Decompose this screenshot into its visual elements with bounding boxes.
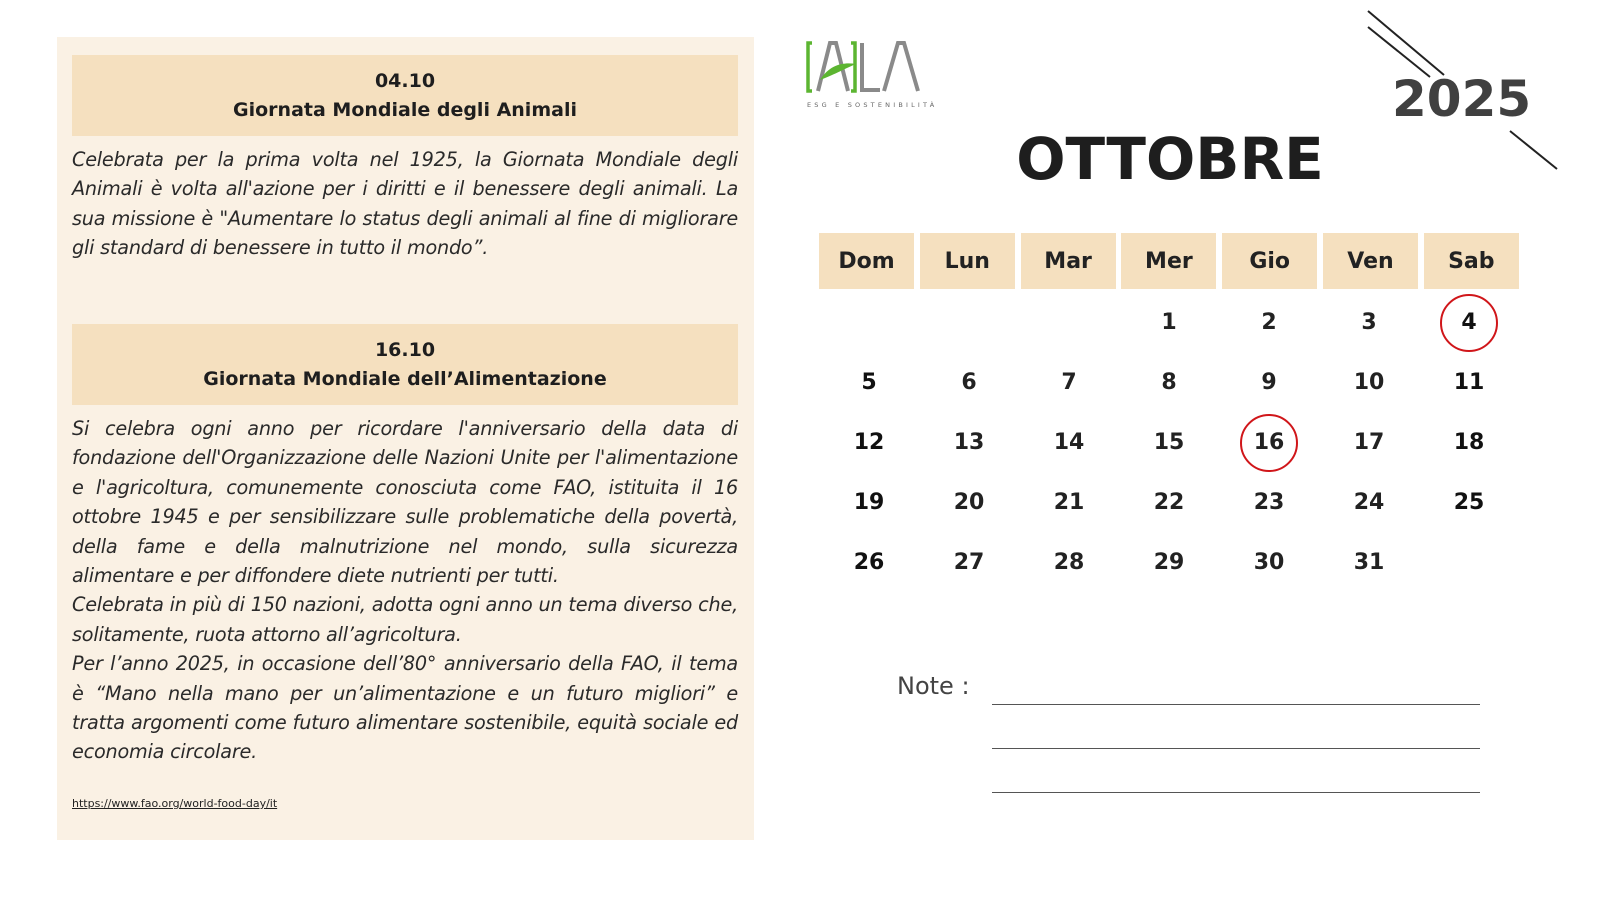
calendar-day[interactable]: 8 xyxy=(1161,370,1177,395)
calendar-day[interactable]: 14 xyxy=(1053,430,1085,455)
paragraph: Per l’anno 2025, in occasione dell’80° anniversario della FAO, il tema è “Mano nella mano per un’alimentazione e un futuro migliori” e tratta argomenti come futuro alimentare sostenibile, equità sociale ed economia circolare. xyxy=(72,652,738,764)
paragraph: Si celebra ogni anno per ricordare l'anniversario della data di fondazione dell'Organizzazione delle Nazioni Unite per l'alimentazione e l'agricoltura, comunemente conosciuta come FAO, istituita il 16 ottobre 1945 e per sensibilizzare sulle problematiche della povertà, della fame e della malnutrizione nel mondo, sulla sicurezza alimentare e per diffondere diete nutrienti per tutti. xyxy=(72,417,738,588)
calendar-day[interactable]: 28 xyxy=(1053,550,1085,575)
calendar-day[interactable]: 6 xyxy=(961,370,977,395)
paragraph: Celebrata per la prima volta nel 1925, la Giornata Mondiale degli Animali è volta all'azione per i diritti e il benessere degli animali. La sua missione è "Aumentare lo status degli animali al fine di migliorare gli standard di benessere in tutto il mondo”. xyxy=(72,148,738,260)
calendar-day[interactable]: 15 xyxy=(1153,430,1185,455)
calendar-day[interactable]: 20 xyxy=(953,490,985,515)
event-header-2 xyxy=(72,324,738,405)
event-header-1 xyxy=(72,55,738,136)
event-date: 16.10 xyxy=(374,339,436,361)
calendar-day[interactable]: 21 xyxy=(1053,490,1085,515)
fao-link[interactable]: https://www.fao.org/world-food-day/it xyxy=(72,797,278,810)
logo-tagline: ESG E SOSTENIBILITÀ xyxy=(807,101,938,109)
weekday-header: Dom xyxy=(819,233,914,289)
event-date: 04.10 xyxy=(374,70,436,92)
calendar-day[interactable]: 23 xyxy=(1253,490,1285,515)
note-line[interactable] xyxy=(992,792,1480,793)
weekday-header: Ven xyxy=(1323,233,1418,289)
calendar-day[interactable]: 13 xyxy=(953,430,985,455)
weekday-header: Lun xyxy=(920,233,1015,289)
calendar-day[interactable]: 3 xyxy=(1361,310,1377,335)
calendar-day[interactable]: 30 xyxy=(1253,550,1285,575)
event-description-2 xyxy=(72,414,738,767)
calendar-day[interactable]: 17 xyxy=(1353,430,1385,455)
calendar-day[interactable]: 2 xyxy=(1261,310,1277,335)
weekday-header: Mar xyxy=(1021,233,1116,289)
month-title: OTTOBRE xyxy=(1016,125,1324,193)
calendar-day[interactable]: 24 xyxy=(1353,490,1385,515)
calendar-day[interactable]: 12 xyxy=(853,430,885,455)
events-panel xyxy=(57,37,754,840)
calendar-day[interactable]: 22 xyxy=(1153,490,1185,515)
event-title: Giornata Mondiale degli Animali xyxy=(233,99,577,121)
calendar-day[interactable]: 11 xyxy=(1453,370,1485,395)
weekday-header: Sab xyxy=(1424,233,1519,289)
calendar-day[interactable]: 7 xyxy=(1061,370,1077,395)
calendar-day[interactable]: 26 xyxy=(853,550,885,575)
calendar-day[interactable]: 5 xyxy=(861,370,877,395)
calendar-day[interactable]: 1 xyxy=(1161,310,1177,335)
calendar-day[interactable]: 4 xyxy=(1461,310,1477,335)
event-title: Giornata Mondiale dell’Alimentazione xyxy=(203,368,607,390)
weekday-header: Mer xyxy=(1121,233,1216,289)
calendar-day[interactable]: 19 xyxy=(853,490,885,515)
weekday-header: Gio xyxy=(1222,233,1317,289)
calendar-day[interactable]: 10 xyxy=(1353,370,1385,395)
year: 2025 xyxy=(1392,70,1532,128)
calendar-day[interactable]: 31 xyxy=(1353,550,1385,575)
note-line[interactable] xyxy=(992,748,1480,749)
paragraph: Celebrata in più di 150 nazioni, adotta ogni anno un tema diverso che, solitamente, ruota attorno all’agricoltura. xyxy=(72,593,738,646)
calendar-day[interactable]: 18 xyxy=(1453,430,1485,455)
note-line[interactable] xyxy=(992,704,1480,705)
note-label: Note : xyxy=(897,672,970,700)
calendar-day[interactable]: 9 xyxy=(1261,370,1277,395)
calendar-day[interactable]: 27 xyxy=(953,550,985,575)
ala-logo xyxy=(806,40,946,110)
event-description-1 xyxy=(72,145,738,263)
calendar-day[interactable]: 25 xyxy=(1453,490,1485,515)
calendar-day[interactable]: 16 xyxy=(1253,430,1285,455)
calendar-day[interactable]: 29 xyxy=(1153,550,1185,575)
